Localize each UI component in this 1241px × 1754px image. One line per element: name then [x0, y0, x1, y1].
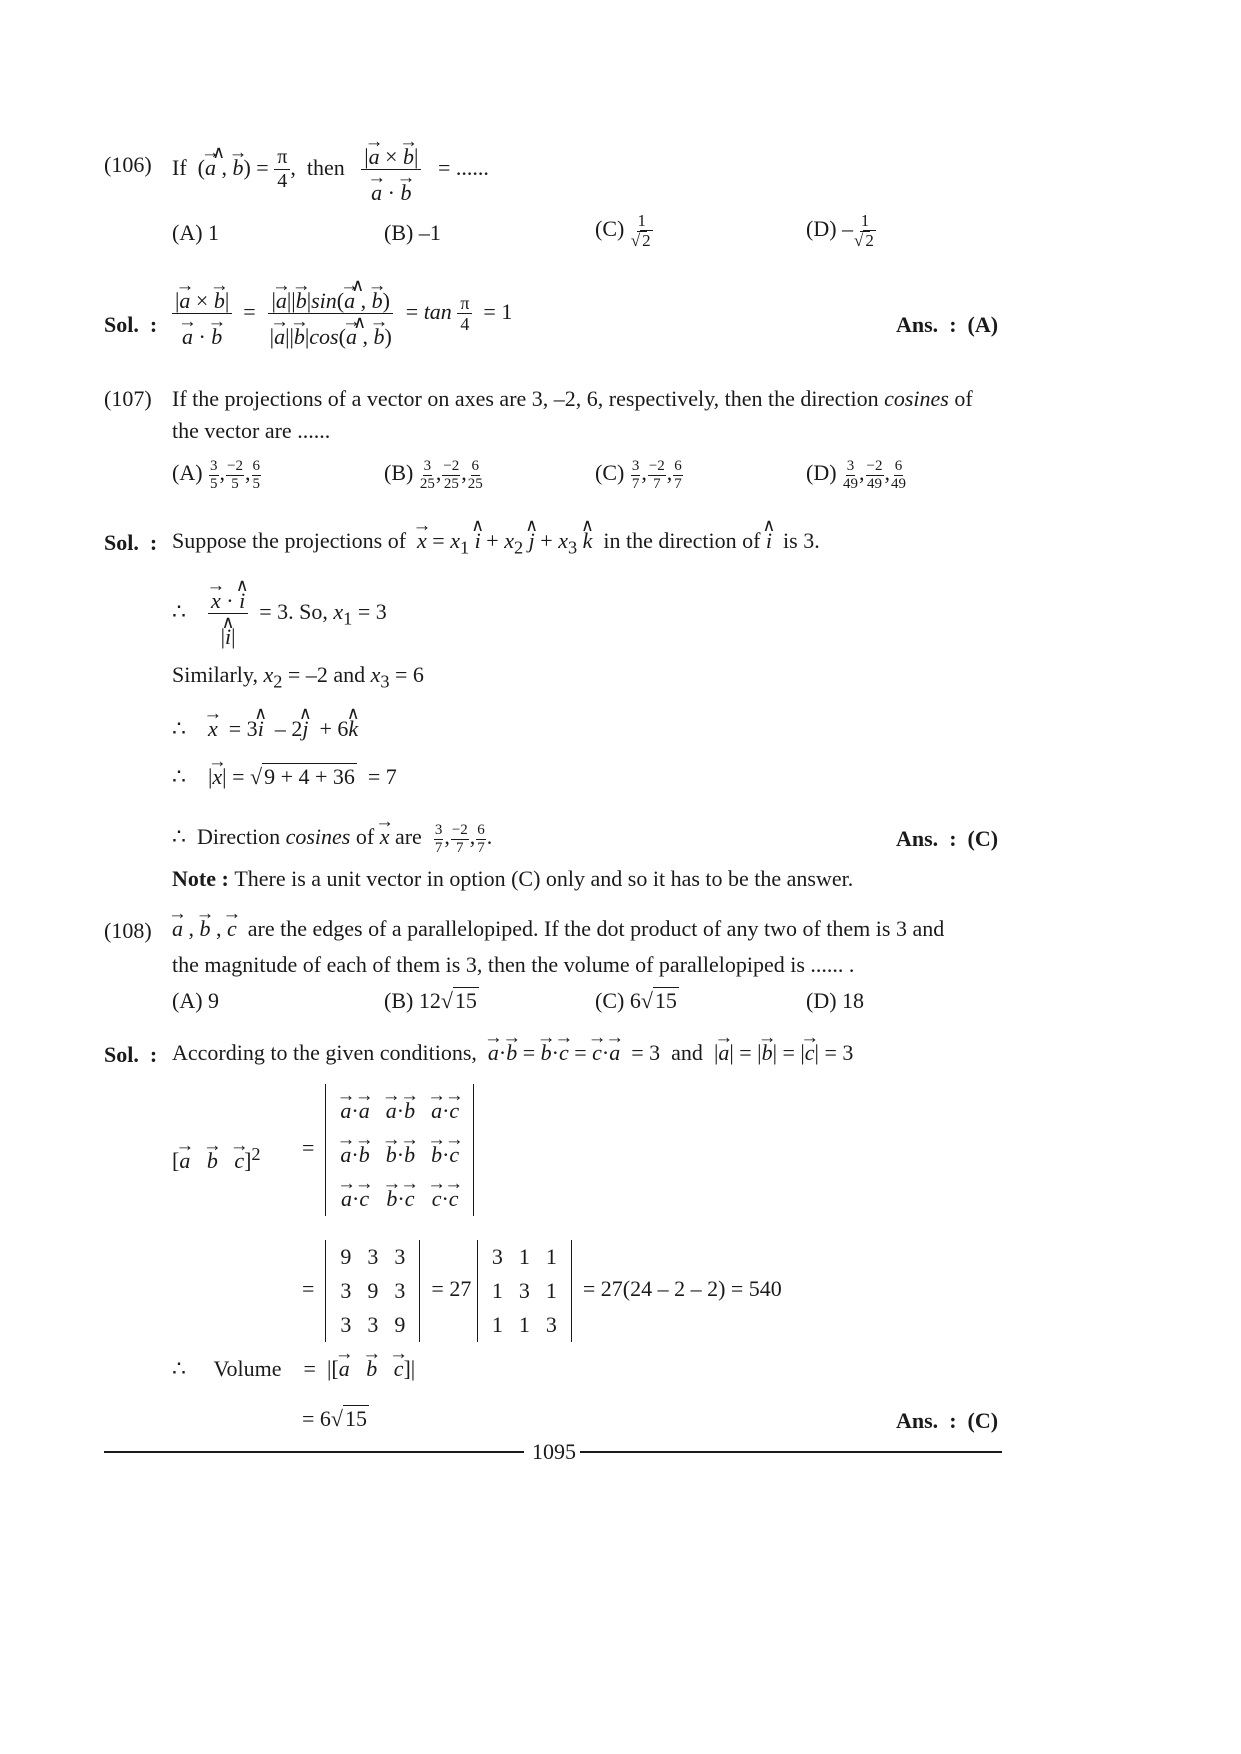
q107-note: Note : There is a unit vector in option (C) only and so it has to be the answer. [172, 866, 854, 891]
q107-line2: the vector are ...... [172, 418, 331, 443]
q106-option-d: (D) – $\frac{1}{√ 2}$ [806, 211, 874, 250]
q108-numeric-det: = 9 3 3 3 9 3 3 3 9 = 27 3 1 1 1 3 1 1 1 3 = 27(24 – 2 – 2) = 540 [302, 1240, 782, 1342]
q108-option-a: (A) 9 [172, 988, 220, 1013]
q107-sol-line1: Suppose the projections of → $x = x_1$ ∧ $i + x_2$ ∧ $j + x_3$ ∧ k in the direction of ∧ i is 3. [172, 518, 820, 558]
q108-option-c: (C) 6√15 [595, 988, 677, 1013]
q108-line2: the magnitude of each of them is 3, then the volume of parallelopiped is ...... . [172, 952, 855, 977]
q107-number: (107) [104, 386, 152, 411]
q108-gram-det: = → a·→ a → a·→ b → a·→ c → a·→ b → b·→ b → b·→ c → a·→ c → b·→ c → c·→ c [302, 1084, 474, 1216]
q108-number: (108) [104, 918, 152, 943]
q106-option-b: (B) –1 [384, 220, 441, 245]
q106-sol-label: Sol. : [104, 312, 158, 337]
q108-line1: → a , → b , → c are the edges of a parallelopiped. If the dot product of any two of them is 3 and [172, 906, 944, 942]
q108-volume: ∴ Volume = |[→ a → b → c]| [172, 1346, 415, 1382]
footer-rule-right [580, 1451, 1002, 1453]
q108-sol-conditions: According to the given conditions, → a·→ b = → b·→ c = → c·→ a = 3 and |→ a| = |→ b| = |→ c| = 3 [172, 1030, 853, 1066]
q106-option-c: (C) $\frac{1}{√ 2}$ [595, 211, 651, 250]
q108-volume-result: = 6√15 [302, 1406, 367, 1431]
q107-line1: If the projections of a vector on axes are 3, –2, 6, respectively, then the direction cosines of [172, 386, 973, 411]
footer-rule-left [104, 1451, 524, 1453]
q106-answer: Ans. : (A) [896, 312, 999, 337]
q108-sol-label: Sol. : [104, 1042, 158, 1067]
q107-option-b: (B) $\frac{3}{25}$ , $\frac{-2}{25}$ , $\frac{6}{25}$ [384, 458, 483, 492]
q107-answer: Ans. : (C) [896, 826, 999, 851]
q108-option-d: (D) 18 [806, 988, 865, 1013]
q107-option-d: (D) $\frac{3}{49}$ , $\frac{-2}{49}$ , $\frac{6}{49}$ [806, 458, 907, 492]
q108-option-b: (B) 12√15 [384, 988, 477, 1013]
q107-direction: ∴ Direction cosines of → x are $\frac{3}{7}$ , $\frac{-2}{7}$ , $\frac{6}{7}$ . [172, 814, 492, 856]
q106-number: (106) [104, 152, 152, 177]
q107-magnitude: ∴ |→ x| = √9 + 4 + 36 = 7 [172, 754, 397, 790]
page-number: 1095 [532, 1439, 576, 1464]
q107-sol-label: Sol. : [104, 530, 158, 555]
q108-box-squared: [→ a → b → c]$^2$ [172, 1138, 261, 1174]
q107-x-vector: ∴ → x = 3∧ i – 2∧ j + 6∧ k [172, 706, 358, 742]
q106-statement: If (→ a∧ , → b) = $\frac{\pi}{4}$ , then |→ a × → b| → a · → b = ...... [172, 134, 489, 206]
q107-therefore-1: ∴ → $\frac{x \cdot \wedge i}{|\wedge i|}$ = 3. So, $x_1 = 3$ [172, 578, 387, 650]
q107-option-a: (A) $\frac{3}{5}$ , $\frac{-2}{5}$ , $\frac{6}{5}$ [172, 458, 261, 492]
q107-option-c: (C) $\frac{3}{7}$ , $\frac{-2}{7}$ , $\frac{6}{7}$ [595, 458, 682, 492]
q106-solution: |→ a × → b| → a · → b = $\frac{|\to a||\to b|\sin(\to a\wedge , \to b)}{|\to a||\to b|\cos(\to a\wedge , \to b)}$ = tan $\frac{\pi}{4}$ = 1 [172, 278, 512, 350]
q107-similarly: Similarly, $x_2 = -2$ and $x_3 = 6$ [172, 662, 424, 692]
q106-option-a: (A) 1 [172, 220, 220, 245]
q108-answer: Ans. : (C) [896, 1408, 999, 1433]
